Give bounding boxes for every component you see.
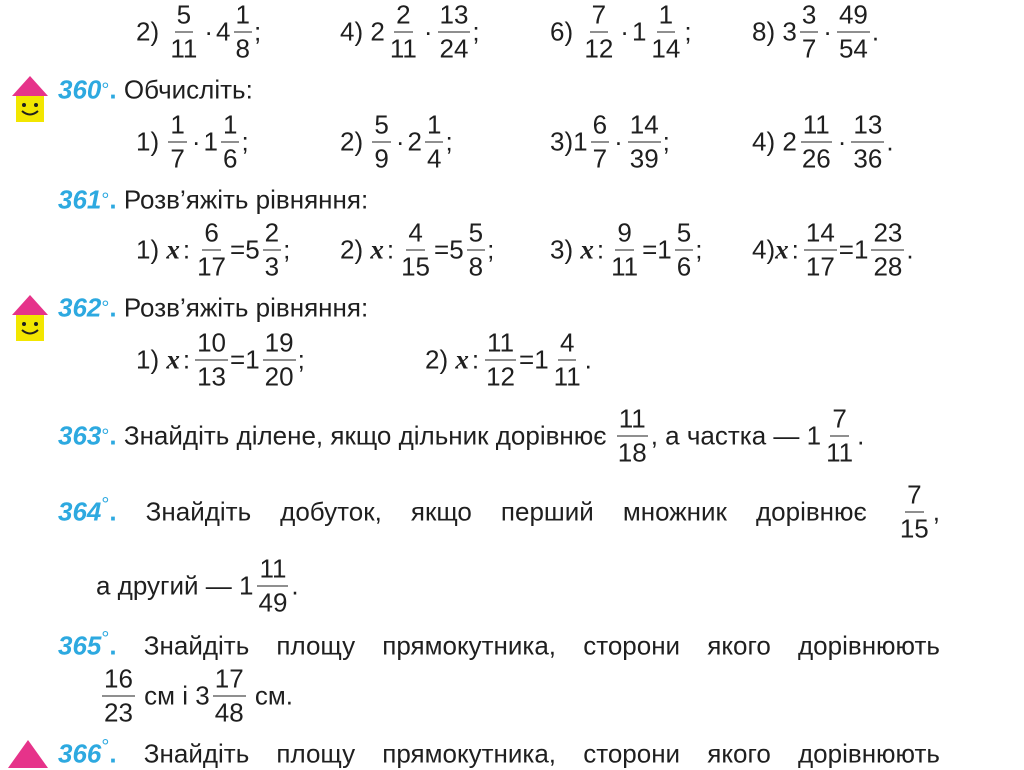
fraction [221, 109, 239, 176]
text: 2) [340, 126, 364, 157]
text: · [204, 16, 214, 47]
exercise-number: 363 [58, 420, 102, 451]
ex360-item-2 [340, 109, 453, 176]
text: 2 [263, 217, 281, 251]
text: 6 [202, 217, 220, 251]
exercise-number: 361 [58, 184, 102, 215]
text: x [166, 234, 180, 265]
text: 23 [871, 217, 904, 251]
text: 4) [752, 234, 776, 265]
text: ; [283, 234, 291, 265]
text: 11 [389, 33, 417, 64]
text: площу [276, 738, 356, 769]
fraction [582, 0, 615, 66]
text: 1 [573, 126, 588, 157]
fraction [234, 0, 252, 66]
text: 1) [136, 344, 160, 375]
fraction [800, 109, 833, 176]
text: : [471, 344, 480, 375]
fraction [591, 109, 609, 176]
text: : [596, 234, 605, 265]
text: 36 [853, 143, 883, 174]
fraction [467, 217, 485, 284]
fraction [425, 109, 443, 176]
exercise-number: 366 [58, 738, 102, 769]
text: : [182, 234, 191, 265]
text: перший [500, 496, 594, 527]
text: 15 [401, 251, 431, 282]
text: 3 [782, 16, 797, 47]
text: 26 [801, 143, 831, 174]
text: 1 [631, 16, 647, 47]
fraction [399, 217, 432, 284]
text: 3) [550, 234, 574, 265]
text: см. [254, 680, 293, 711]
text: 28 [873, 251, 903, 282]
ex362-item-1 [136, 327, 305, 394]
text: 1) [136, 126, 160, 157]
text: = [434, 234, 450, 265]
text: x [370, 234, 384, 265]
text: = [519, 344, 535, 375]
text: 7 [590, 0, 608, 33]
text: · [614, 126, 623, 157]
text: 1 [534, 344, 549, 375]
text: 3 [264, 251, 280, 282]
text: 4) [340, 16, 364, 47]
top-item-6 [550, 0, 692, 66]
text: · [191, 126, 201, 157]
text: 2 [407, 126, 422, 157]
fraction [263, 327, 296, 394]
text: 7 [801, 33, 817, 64]
text: якого [707, 630, 771, 661]
text: 23 [104, 697, 133, 728]
text: якщо [410, 496, 472, 527]
text: 11 [801, 109, 832, 143]
fraction [388, 0, 419, 66]
text: прямокутника, [382, 738, 557, 769]
text: 8 [235, 33, 250, 64]
text: дорівнюють [798, 630, 940, 661]
text: 6 [222, 143, 238, 174]
text: ; [445, 126, 453, 157]
text: 49 [258, 587, 288, 618]
text: 2 [370, 16, 385, 47]
fraction [609, 217, 640, 284]
text: 9 [374, 143, 389, 174]
text: 54 [838, 33, 868, 64]
text: см і [144, 680, 189, 711]
text: множник [622, 496, 727, 527]
text: . [871, 16, 880, 47]
top-item-8 [752, 0, 879, 66]
fraction [263, 217, 281, 284]
text: ° [101, 493, 110, 516]
text: : [791, 234, 799, 265]
text: 1 [806, 420, 822, 451]
text: : [182, 344, 191, 375]
text: . [109, 496, 117, 527]
text: 1 [853, 234, 869, 265]
text: 12 [486, 361, 516, 392]
exercise-title: Обчисліть: [123, 74, 253, 105]
text: = [838, 234, 854, 265]
text: 17 [213, 663, 246, 697]
ex360-item-3 [550, 109, 670, 176]
text: . [857, 420, 865, 451]
text: дорівнюють [798, 738, 940, 769]
text: добуток, [280, 496, 382, 527]
ex360-item-4 [752, 109, 894, 176]
fraction [552, 327, 583, 394]
text: 5 [449, 234, 464, 265]
fraction [195, 327, 228, 394]
text: · [823, 16, 832, 47]
fraction [871, 217, 904, 284]
ex360-item-1 [136, 109, 249, 176]
text: 6) [550, 16, 574, 47]
text: · [837, 126, 847, 157]
text: , [932, 496, 940, 527]
text: 24 [439, 33, 469, 64]
text: 9 [615, 217, 633, 251]
fraction [837, 0, 870, 66]
text: 14 [804, 217, 837, 251]
text: Знайдіть [143, 630, 250, 661]
text: · [395, 126, 405, 157]
fraction [438, 0, 471, 66]
text: 48 [214, 697, 244, 728]
fraction [256, 553, 289, 620]
text: ; [684, 16, 692, 47]
text: а другий — [96, 570, 232, 601]
text: , а частка — [650, 420, 800, 451]
text: x [580, 234, 594, 265]
text: 2) [340, 234, 364, 265]
text: . [109, 184, 117, 215]
ex362-item-2 [425, 327, 592, 394]
text: ; [297, 344, 305, 375]
text: . [109, 420, 117, 451]
text: 4 [406, 217, 424, 251]
text: . [109, 630, 117, 661]
text: · [620, 16, 629, 47]
text: 7 [905, 479, 923, 513]
house-roof-icon [6, 738, 50, 768]
text: 14 [628, 109, 661, 143]
fraction [824, 403, 855, 470]
text: 11 [617, 403, 648, 437]
text: якого [707, 738, 771, 769]
text: 11 [485, 327, 516, 361]
text: 1 [425, 109, 443, 143]
text: x [166, 344, 180, 375]
text: = [230, 344, 246, 375]
text: 11 [170, 33, 198, 64]
fraction [898, 479, 931, 546]
text: ; [487, 234, 495, 265]
text: 11 [826, 437, 854, 468]
fraction [616, 403, 649, 470]
exercise-number: 365 [58, 630, 102, 661]
ex361-item-2 [340, 217, 494, 284]
fraction [168, 109, 186, 176]
text: 7 [592, 143, 608, 174]
text: 8) [752, 16, 776, 47]
fraction [628, 109, 661, 176]
text: 13 [197, 361, 227, 392]
text: 49 [837, 0, 870, 33]
text: 5 [467, 217, 485, 251]
text: 5 [372, 109, 390, 143]
text: 7 [170, 143, 185, 174]
text: ° [101, 627, 110, 650]
text: 5 [675, 217, 693, 251]
text: 4) [752, 126, 776, 157]
text: 13 [438, 0, 471, 33]
text: прямокутника, [382, 630, 557, 661]
exercise-number: 362 [58, 292, 102, 323]
exercise-title: Розв’яжіть рівняння: [123, 184, 369, 215]
text: 4 [426, 143, 442, 174]
text: 1 [234, 0, 252, 33]
text: 7 [830, 403, 848, 437]
fraction [195, 217, 228, 284]
text: ; [253, 16, 262, 47]
text: 20 [264, 361, 294, 392]
text: 11 [611, 251, 639, 282]
text: . [886, 126, 894, 157]
top-item-2 [136, 0, 261, 66]
text: сторони [583, 738, 681, 769]
text: 1 [657, 234, 672, 265]
text: . [584, 344, 592, 375]
text: x [455, 344, 469, 375]
text: ; [662, 126, 670, 157]
text: 2) [136, 16, 160, 47]
text: 17 [805, 251, 835, 282]
fraction [675, 217, 693, 284]
house-smiley-icon [10, 293, 50, 343]
text: 19 [263, 327, 296, 361]
fraction [649, 0, 682, 66]
text: 39 [629, 143, 659, 174]
text: 5 [175, 0, 193, 33]
text: = [230, 234, 246, 265]
text: 13 [851, 109, 884, 143]
text: 11 [553, 361, 581, 392]
text: . [291, 570, 299, 601]
fraction [804, 217, 837, 284]
fraction [372, 109, 390, 176]
text: ° [101, 735, 110, 758]
text: · [423, 16, 433, 47]
text: дорівнює [755, 496, 867, 527]
text: ; [241, 126, 249, 157]
text: = [642, 234, 658, 265]
text: 1 [203, 126, 218, 157]
exercise-number: 360 [58, 74, 102, 105]
text: 1 [657, 0, 675, 33]
text: 12 [584, 33, 614, 64]
text: 15 [899, 513, 929, 544]
fraction [102, 663, 135, 730]
ex361-item-4 [752, 217, 914, 284]
text: 6 [676, 251, 692, 282]
text: x [775, 234, 789, 265]
text: . [109, 738, 117, 769]
ex361-item-1 [136, 217, 290, 284]
text: 3 [195, 680, 210, 711]
text: ; [472, 16, 480, 47]
text: 2 [394, 0, 412, 33]
exercise-text: Знайдіть ділене, якщо дільник дорівнює [123, 420, 607, 451]
exercise-number: 364 [58, 496, 102, 527]
text: . [109, 292, 117, 323]
text: 1 [239, 570, 254, 601]
text: 14 [651, 33, 681, 64]
ex361-item-3 [550, 217, 702, 284]
text: 11 [257, 553, 288, 587]
text: Знайдіть [145, 496, 252, 527]
text: . [906, 234, 914, 265]
text: ; [695, 234, 703, 265]
text: Знайдіть [143, 738, 250, 769]
text: 2) [425, 344, 449, 375]
text: 8 [468, 251, 484, 282]
text: сторони [583, 630, 681, 661]
text: 2 [782, 126, 797, 157]
text: площу [276, 630, 356, 661]
text: 5 [245, 234, 260, 265]
fraction [851, 109, 884, 176]
text: 3) [550, 126, 574, 157]
text: 3 [800, 0, 818, 33]
text: 4 [558, 327, 576, 361]
text: 17 [197, 251, 227, 282]
text: 1) [136, 234, 160, 265]
text: 16 [102, 663, 135, 697]
top-item-4 [340, 0, 480, 66]
fraction [484, 327, 517, 394]
text: . [109, 74, 117, 105]
text: 10 [195, 327, 228, 361]
text: 1 [168, 109, 186, 143]
fraction [168, 0, 199, 66]
exercise-title: Розв’яжіть рівняння: [123, 292, 369, 323]
fraction [213, 663, 246, 730]
text: 18 [617, 437, 647, 468]
fraction [800, 0, 818, 66]
text: : [386, 234, 395, 265]
text: 4 [216, 16, 231, 47]
text: 1 [221, 109, 239, 143]
house-smiley-icon [10, 74, 50, 124]
text: 6 [591, 109, 609, 143]
text: 1 [245, 344, 260, 375]
